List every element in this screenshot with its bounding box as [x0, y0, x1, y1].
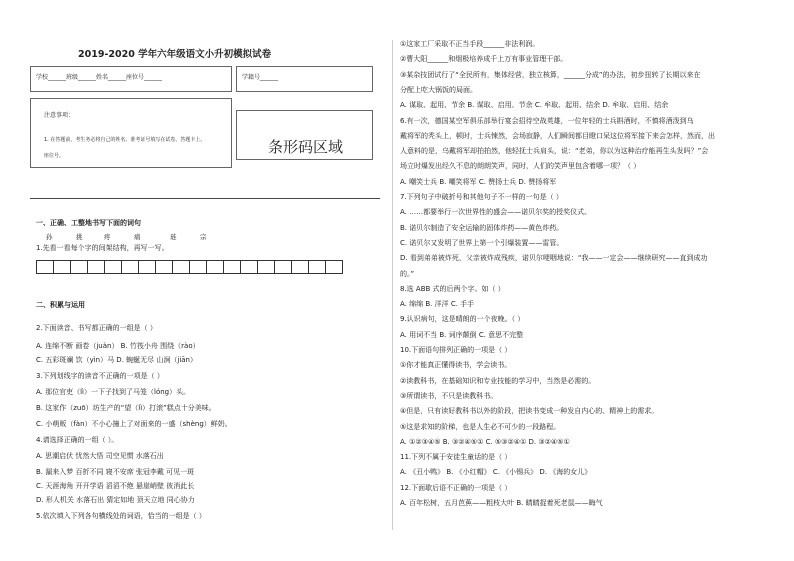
writing-cell[interactable] — [121, 260, 139, 274]
right-question-line: ②曹大阳______和烟极培养成千上万有事业管理干部。 — [400, 55, 568, 64]
writing-grid — [36, 260, 342, 274]
right-question-line: 8.选 ABB 式的后两个字。如（ ） — [400, 284, 505, 293]
right-question-line: A. 谋取、起用、节余 B. 谋取、启用、节余 C. 牟取、起用、结余 D. 牟取、启用、结余 — [400, 101, 669, 110]
right-question-line: ①你才能真正懂得读书，学会读书。 — [400, 361, 512, 370]
right-question-line: 7.下列句子中破折号和其他句子不一样的一句是（ ） — [400, 193, 563, 201]
left-question-line: A. 连绵不断 画卷（juàn） B. 竹筏小舟 围绕（rào） — [36, 342, 200, 350]
right-question-line: 的。” — [400, 269, 415, 278]
writing-cell[interactable] — [274, 260, 292, 274]
right-question-line: 场立时爆发出经久不息的朗朗笑声，同时，人们的笑声里包含着哪一项？（ ） — [400, 162, 641, 171]
writing-cell[interactable] — [36, 260, 54, 274]
pinyin-char-4: 痛 — [134, 233, 141, 241]
student-id-label: 学籍号______ — [242, 74, 279, 81]
barcode-label: 条形码区域 — [268, 138, 344, 156]
writing-cell[interactable] — [138, 260, 156, 274]
writing-cell[interactable] — [70, 260, 88, 274]
writing-cell[interactable] — [189, 260, 207, 274]
right-question-line: 6.有一次，德国某空军俱乐部举行宴会招待空战英雄，一位年轻的士兵斟酒时，不慎将酒泼到乌 — [400, 116, 694, 125]
right-question-line: ①这家工厂采取不正当手段______非法利润。 — [400, 40, 540, 48]
right-question-line: A. 百年松树，五月芭蕉——粗枝大叶 B. 睛睛捉着死老鼠——晦气 — [400, 499, 603, 507]
right-question-line: 人意料的是，乌戴将军却拍拍然，他轻抚士兵肩头，说：“老弟，你以为这种治疗能再生头发吗？”会 — [400, 147, 709, 156]
left-question-line: 5.依次填入下列各句横线处的词语，恰当的一组是（ ） — [36, 512, 206, 520]
right-question-line: A. 嘲笑士兵 B. 嘲笑将军 C. 赞扬士兵 D. 赞扬将军 — [400, 177, 557, 186]
writing-cell[interactable] — [223, 260, 241, 274]
right-question-line: A. 用词不当 B. 词序颠倒 C. 意思不完整 — [400, 330, 524, 339]
left-question-line: A. 思潮启伏 忧然大悟 司空见惯 水落石出 — [36, 452, 164, 460]
right-question-line: ④但是，只有读好教科书以外的阶段，把读书变成一种发自内心的、精神上的需求。 — [400, 407, 659, 416]
right-question-line: B. 诺贝尔制造了安全运输的固体炸药——黄色炸药。 — [400, 223, 564, 232]
right-question-line: A. ①②③④⑤ B. ③②④⑤① C. ⑤③②④① D. ③②④⑤① — [400, 437, 570, 446]
divider-line — [30, 198, 380, 199]
right-question-line: A. ……都要举行一次世界性的盛会——诺贝尔奖的授奖仪式。 — [400, 208, 592, 217]
writing-cell[interactable] — [53, 260, 71, 274]
left-question-line: C. 天涯海角 开开学语 滔滔不绝 悬崖峭壁 彼消此长 — [36, 482, 195, 490]
pinyin-char-6: 宗 — [200, 233, 207, 241]
right-question-line: 12.下面歇后语不正确的一项是（ ） — [400, 483, 512, 492]
left-question-line: A. 那位官吏（lì）一下子找到了马笼（lóng）头。 — [36, 388, 191, 396]
writing-cell[interactable] — [155, 260, 173, 274]
section-2-heading: 二、积累与运用 — [36, 301, 85, 309]
right-question-line: 10.下面语句排列正确的一项是（ ） — [400, 346, 512, 354]
writing-cell[interactable] — [325, 260, 343, 274]
right-question-line: ③所谓读书，不只是读教科书。 — [400, 391, 498, 400]
right-question-line: C. 诺贝尔又发明了世界上第一个引爆装置——雷管。 — [400, 238, 564, 247]
right-question-line: ③某杂技团试行了“全民所有，集体经营，独立核算，______分成”的办法，初步扭转了长期以来在 — [400, 70, 701, 79]
section-1-heading: 一、正确、工整地书写下面的词句 — [36, 219, 141, 227]
pinyin-char-5: 琏 — [170, 233, 177, 241]
writing-cell[interactable] — [104, 260, 122, 274]
right-question-line: 分配上吃大锅饭的局面。 — [400, 85, 477, 94]
pinyin-char-3: 疼 — [104, 233, 111, 241]
question-1: 1.先看一看每个字的间架结构，再写一写。 — [36, 244, 169, 252]
pinyin-char-1: 孙 — [46, 233, 53, 241]
writing-cell[interactable] — [172, 260, 190, 274]
left-question-line: D. 形人机关 水落石出 猜定如地 顶天立地 同心协力 — [36, 496, 195, 504]
right-question-line: 9.认识病句，这是晴朗的一个夜晚。（ ） — [400, 315, 525, 324]
notice-title: 注意事项： — [44, 112, 75, 119]
column-divider — [392, 40, 393, 530]
left-question-line: B. 漏来入梦 百折不同 寝不安席 张冠李戴 可见一斑 — [36, 468, 195, 476]
left-question-line: 4.请选择正确的一组（ ）。 — [36, 436, 119, 444]
student-info-row: 学校______班级______姓名______座位号______ — [36, 74, 163, 81]
writing-cell[interactable] — [257, 260, 275, 274]
page-title: 2019-2020 学年六年级语文小升初模拟试卷 — [78, 49, 272, 60]
notice-body-1: 1. 在答题前，考生务必将自己的姓名、准考证号填写在试卷、答题卡上。 — [44, 137, 206, 143]
right-question-line: D. 看到弟弟被炸死，父亲被炸成残疾，诺贝尔哽咽地说：“我——一定会——继续研究——直到成功 — [400, 254, 708, 263]
left-question-line: C. 五彩斑斓 饮（yìn）马 D. 蜿蜒无尽 山涧（jiān） — [36, 356, 197, 364]
left-question-line: 3.下列划线字的读音不正确的一项是（ ） — [36, 372, 164, 380]
right-question-line: 11.下列不属于安徒生童话的是（ ） — [400, 453, 512, 462]
right-question-line: A. 绵绵 B. 洋洋 C. 手手 — [400, 300, 475, 309]
writing-cell[interactable] — [291, 260, 309, 274]
right-question-line: ⑤这是求知的阶梯，也是人生必不可少的一段路程。 — [400, 422, 561, 431]
writing-cell[interactable] — [206, 260, 224, 274]
right-question-line: ②读教科书，在基础知识和专业技能的学习中，当然是必需的。 — [400, 376, 596, 385]
right-question-line: 戴将军的秃头上，顿时，士兵悚然，会场寂静，人们瞬间都目瞪口呆这位将军接下来会怎样，然而，出 — [400, 131, 715, 140]
writing-cell[interactable] — [87, 260, 105, 274]
notice-body-2: 座位号。 — [44, 153, 65, 159]
writing-cell[interactable] — [308, 260, 326, 274]
right-question-line: A. 《丑小鸭》 B. 《小红帽》 C. 《小锡兵》 D. 《海的女儿》 — [400, 468, 592, 477]
left-question-line: 2.下面读音、书写都正确的一组是（ ） — [36, 324, 157, 332]
left-question-line: C. 小萌贩（fàn）不小心撞上了对面来的一盛（shèng）鲜奶。 — [36, 420, 232, 428]
pinyin-char-2: 挑 — [76, 233, 83, 241]
left-question-line: B. 这家作（zuō）坊生产的“望（lì）打滚”糕点十分美味。 — [36, 404, 216, 412]
writing-cell[interactable] — [240, 260, 258, 274]
